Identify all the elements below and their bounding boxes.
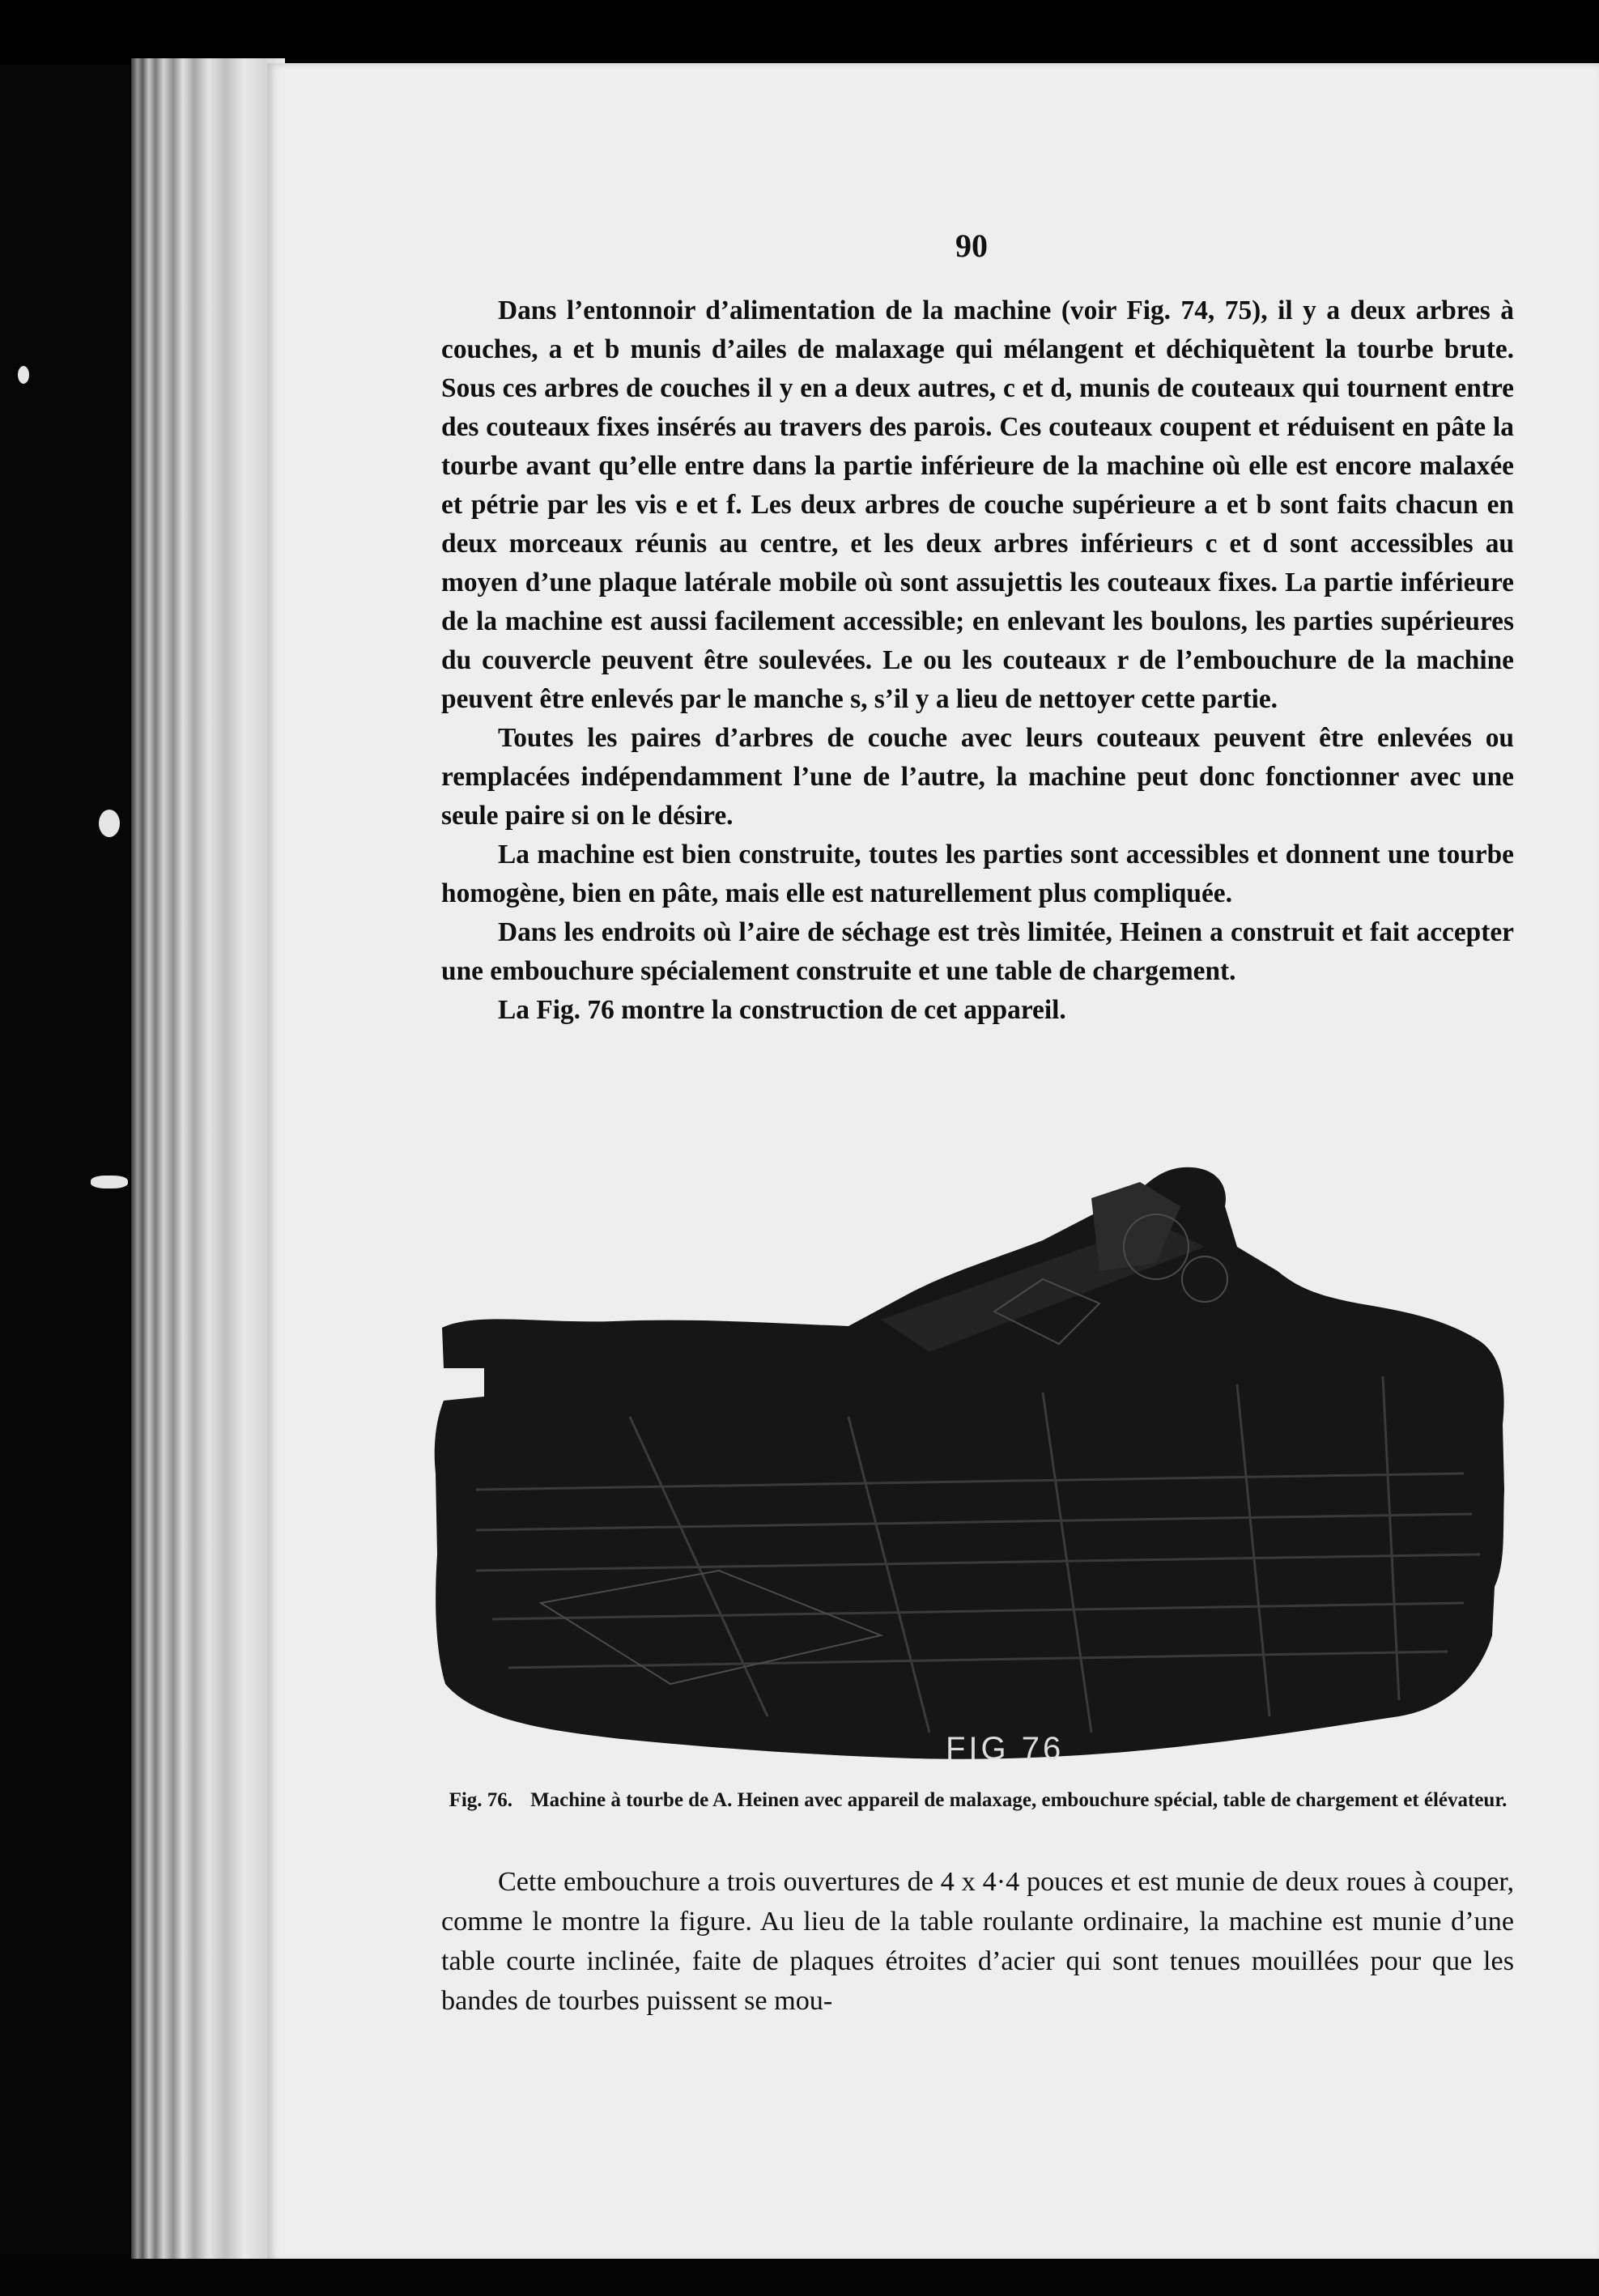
scan-speck	[99, 810, 120, 837]
scan-speck	[18, 366, 29, 384]
paragraph-entonnoir: Dans l’entonnoir d’alimentation de la machine (voir Fig. 74, 75), il y a deux arbres à couches, a et b munis d’ailes de malaxage qui mélangent et déchiquètent la tourbe brute. Sous ces arbres de couches il y en a deux autres, c et d, munis de couteaux qui tournent entre des couteaux fixes insérés au travers des parois. Ces couteaux coupent et réduisent en pâte la tourbe avant qu’elle entre dans la partie inférieure de la machine où elle est encore malaxée et pétrie par les vis e et f. Les deux arbres de couche supérieure a et b sont faits chacun en deux morceaux réunis au centre, et les deux arbres inférieurs c et d sont accessibles au moyen d’une plaque latérale mobile où sont assujettis les couteaux fixes. La partie inférieure de la machine est aussi facilement accessible; en enlevant les boulons, les parties supérieures du couvercle peuvent être soulevées. Le ou les couteaux r de l’embouchure de la machine peuvent être enlevés par le manche s, s’il y a lieu de nettoyer cette partie.	[441, 296, 1514, 714]
paragraph-fig-ref: La Fig. 76 montre la construction de cet appareil.	[498, 995, 1066, 1025]
scan-speck	[91, 1176, 128, 1188]
paragraph-embouchure: Cette embouchure a trois ouvertures de 4 x 4·4 pouces et est munie de deux roues à couper, comme le montre la figure. Au lieu de la table roulante ordinaire, la machine est munie d’une table courte inclinée, faite de plaques étroites d’acier qui sont tenues mouillées pour que les bandes de tourbes puissent se mou-	[441, 1867, 1514, 2016]
paragraph-sechage: Dans les endroits où l’aire de séchage est très limitée, Heinen a construit et fait accepter une embouchure spécialement construite et une table de chargement.	[441, 917, 1514, 986]
figure-image-tag: FIG 76	[946, 1731, 1065, 1767]
paragraph-construite: La machine est bien construite, toutes les parties sont accessibles et donnent une tourbe homogène, bien en pâte, mais elle est naturellement plus compliquée.	[441, 840, 1514, 908]
figure-caption	[444, 1789, 1512, 1812]
body-text	[441, 291, 1514, 1030]
page-stack-edge	[131, 58, 285, 2260]
page-number: 90	[955, 227, 988, 264]
lower-body-text	[441, 1862, 1514, 2021]
paragraph-paires: Toutes les paires d’arbres de couche avec leurs couteaux peuvent être enlevées ou remplacées indépendamment l’une de l’autre, la machine peut donc fonctionner avec une seule paire si on le désire.	[441, 723, 1514, 831]
figure-caption-text: Machine à tourbe de A. Heinen avec appareil de malaxage, embouchure spécial, table de chargement et élévateur.	[530, 1789, 1508, 1811]
scan-bottom-border	[0, 2259, 1599, 2296]
figure-caption-number: Fig. 76.	[449, 1789, 513, 1811]
scan-top-border	[0, 0, 1599, 65]
figure-machine-photo	[427, 1150, 1512, 1777]
